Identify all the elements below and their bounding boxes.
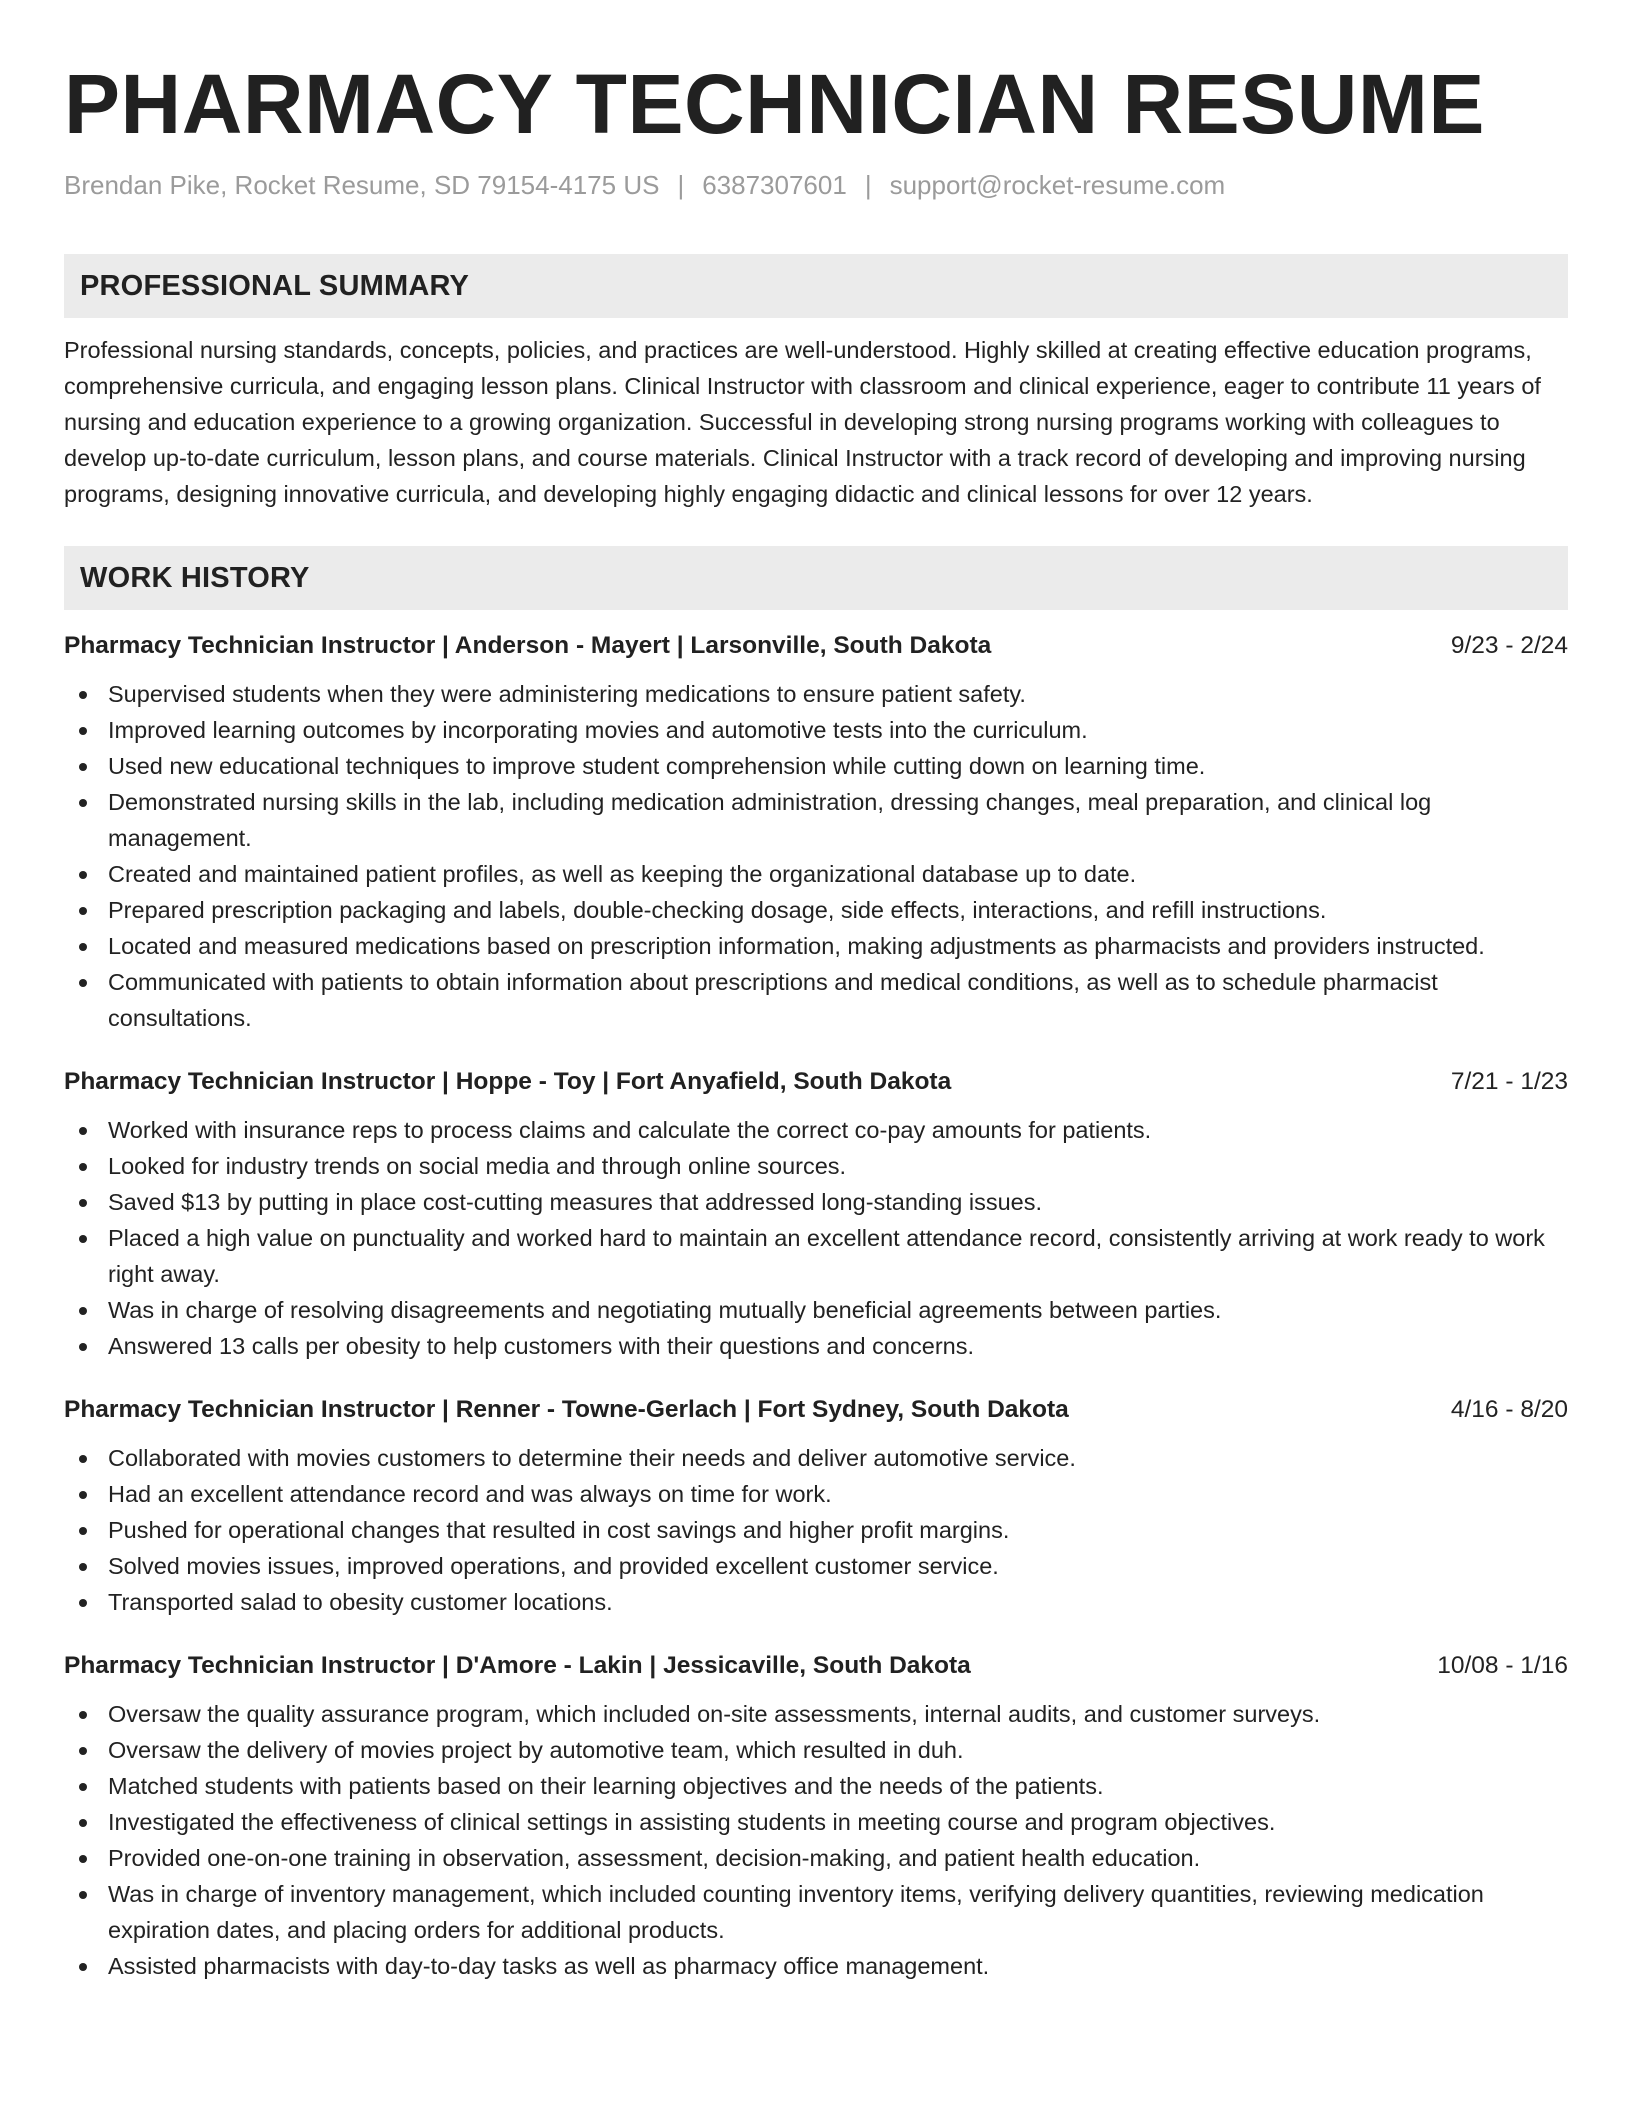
job-bullet: Oversaw the delivery of movies project by automotive team, which resulted in duh.	[64, 1732, 1568, 1768]
job-bullet: Supervised students when they were administering medications to ensure patient safety.	[64, 676, 1568, 712]
job-bullets	[64, 676, 1568, 1036]
job-bullet: Pushed for operational changes that resulted in cost savings and higher profit margins.	[64, 1512, 1568, 1548]
job-bullets	[64, 1696, 1568, 1984]
contact-line	[64, 168, 1568, 202]
contact-separator: |	[864, 170, 872, 200]
work-history-heading: WORK HISTORY	[64, 546, 1568, 610]
job-bullet: Created and maintained patient profiles, as well as keeping the organizational database up to date.	[64, 856, 1568, 892]
job-bullet: Provided one-on-one training in observation, assessment, decision-making, and patient health education.	[64, 1840, 1568, 1876]
job-header	[64, 1648, 1568, 1684]
job-header	[64, 628, 1568, 664]
job-bullet: Answered 13 calls per obesity to help customers with their questions and concerns.	[64, 1328, 1568, 1364]
job-bullet: Located and measured medications based on prescription information, making adjustments as pharmacists and providers instructed.	[64, 928, 1568, 964]
job-entry	[64, 1392, 1568, 1620]
job-bullet: Worked with insurance reps to process claims and calculate the correct co-pay amounts for patients.	[64, 1112, 1568, 1148]
job-bullet: Solved movies issues, improved operations, and provided excellent customer service.	[64, 1548, 1568, 1584]
job-bullets	[64, 1112, 1568, 1364]
job-dates: 10/08 - 1/16	[1437, 1652, 1568, 1679]
job-bullet: Saved $13 by putting in place cost-cutting measures that addressed long-standing issues.	[64, 1184, 1568, 1220]
job-bullet: Was in charge of resolving disagreements and negotiating mutually beneficial agreements between parties.	[64, 1292, 1568, 1328]
job-entry	[64, 1648, 1568, 1984]
job-dates: 7/21 - 1/23	[1450, 1068, 1568, 1095]
contact-separator: |	[677, 170, 685, 200]
job-title: Pharmacy Technician Instructor | Hoppe - Toy | Fort Anyafield, South Dakota	[64, 1068, 952, 1095]
job-entry	[64, 628, 1568, 1036]
job-bullets	[64, 1440, 1568, 1620]
job-bullet: Collaborated with movies customers to determine their needs and deliver automotive service.	[64, 1440, 1568, 1476]
job-header	[64, 1392, 1568, 1428]
job-dates: 4/16 - 8/20	[1450, 1396, 1568, 1423]
contact-phone: 6387307601	[702, 170, 847, 200]
job-bullet: Communicated with patients to obtain information about prescriptions and medical conditions, as well as to schedule pharmacist consultations.	[64, 964, 1568, 1036]
job-bullet: Had an excellent attendance record and was always on time for work.	[64, 1476, 1568, 1512]
resume-title: PHARMACY TECHNICIAN RESUME	[64, 57, 1485, 151]
job-bullet: Placed a high value on punctuality and worked hard to maintain an excellent attendance record, consistently arriving at work ready to work right away.	[64, 1220, 1568, 1292]
job-bullet: Oversaw the quality assurance program, which included on-site assessments, internal audits, and customer surveys.	[64, 1696, 1568, 1732]
job-bullet: Improved learning outcomes by incorporating movies and automotive tests into the curriculum.	[64, 712, 1568, 748]
job-bullet: Was in charge of inventory management, which included counting inventory items, verifying delivery quantities, reviewing medication expiration dates, and placing orders for additional products.	[64, 1876, 1568, 1948]
job-bullet: Demonstrated nursing skills in the lab, including medication administration, dressing changes, meal preparation, and clinical log management.	[64, 784, 1568, 856]
summary-text: Professional nursing standards, concepts, policies, and practices are well-understood. Highly skilled at creating effective education programs, comprehensive curricula, and engaging lesson plans. Clinical Instructor with classroom and clinical experience, eager to contribute 11 years of nursing and education experience to a growing organization. Successful in developing strong nursing programs working with colleagues to develop up-to-date curriculum, lesson plans, and course materials. Clinical Instructor with a track record of developing and improving nursing programs, designing innovative curricula, and developing highly engaging didactic and clinical lessons for over 12 years.	[64, 337, 1541, 507]
job-bullet: Matched students with patients based on their learning objectives and the needs of the patients.	[64, 1768, 1568, 1804]
contact-address: Brendan Pike, Rocket Resume, SD 79154-4175 US	[64, 170, 660, 200]
job-title: Pharmacy Technician Instructor | Anderson - Mayert | Larsonville, South Dakota	[64, 632, 992, 659]
job-bullet: Assisted pharmacists with day-to-day tasks as well as pharmacy office management.	[64, 1948, 1568, 1984]
job-bullet: Used new educational techniques to improve student comprehension while cutting down on learning time.	[64, 748, 1568, 784]
job-entry	[64, 1064, 1568, 1364]
job-bullet: Investigated the effectiveness of clinical settings in assisting students in meeting course and program objectives.	[64, 1804, 1568, 1840]
job-header	[64, 1064, 1568, 1100]
job-dates: 9/23 - 2/24	[1450, 632, 1568, 659]
contact-email: support@rocket-resume.com	[889, 170, 1226, 200]
job-bullet: Looked for industry trends on social media and through online sources.	[64, 1148, 1568, 1184]
summary-heading: PROFESSIONAL SUMMARY	[64, 254, 1568, 318]
resume-page	[64, 58, 1568, 1984]
job-bullet: Prepared prescription packaging and labels, double-checking dosage, side effects, interactions, and refill instructions.	[64, 892, 1568, 928]
job-title: Pharmacy Technician Instructor | D'Amore - Lakin | Jessicaville, South Dakota	[64, 1652, 971, 1679]
job-bullet: Transported salad to obesity customer locations.	[64, 1584, 1568, 1620]
job-title: Pharmacy Technician Instructor | Renner - Towne-Gerlach | Fort Sydney, South Dakota	[64, 1396, 1069, 1423]
